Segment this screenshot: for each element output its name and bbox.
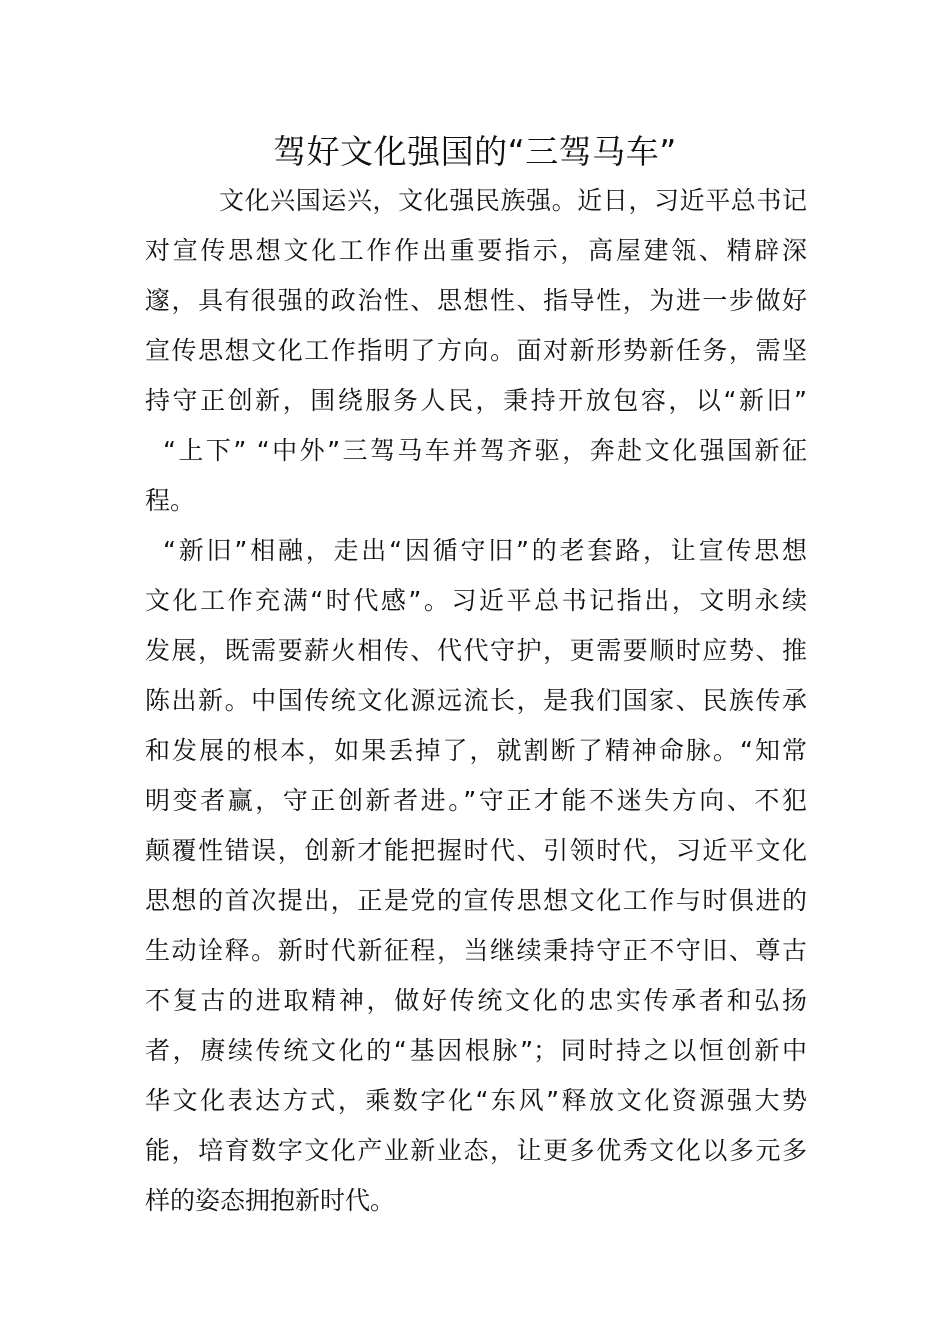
paragraph-2-line-12: 华文化表达方式，乘数字化“东风”释放文化资源强大势 bbox=[145, 1086, 807, 1115]
paragraph-2-line-14: 样的姿态拥抱新时代。 bbox=[145, 1186, 396, 1215]
document-body bbox=[145, 176, 807, 1226]
paragraph-1-line-4: 宣传思想文化工作指明了方向。面对新形势新任务，需坚 bbox=[145, 336, 807, 365]
paragraph-2-line-9: 生动诠释。新时代新征程，当继续秉持守正不守旧、尊古 bbox=[145, 936, 807, 965]
paragraph-1-line-6: “上下” “中外”三驾马车并驾齐驱，奔赴文化强国新征 bbox=[163, 436, 807, 465]
paragraph-1-line-1: 文化兴国运兴，文化强民族强。近日，习近平总书记 bbox=[219, 186, 807, 215]
paragraph-1-line-7: 程。 bbox=[145, 486, 196, 515]
paragraph-2-line-10: 不复古的进取精神，做好传统文化的忠实传承者和弘扬 bbox=[145, 986, 807, 1015]
paragraph-2-line-3: 发展，既需要薪火相传、代代守护，更需要顺时应势、推 bbox=[145, 636, 807, 665]
paragraph-2-line-13: 能，培育数字文化产业新业态，让更多优秀文化以多元多 bbox=[145, 1136, 807, 1165]
paragraph-2-line-1: “新旧”相融，走出“因循守旧”的老套路，让宣传思想 bbox=[163, 536, 807, 565]
paragraph-1-line-5: 持守正创新，围绕服务人民，秉持开放包容，以“新旧” bbox=[145, 386, 807, 415]
paragraph-2-line-6: 明变者赢，守正创新者进。”守正才能不迷失方向、不犯 bbox=[145, 786, 807, 815]
paragraph-1-line-3: 邃，具有很强的政治性、思想性、指导性，为进一步做好 bbox=[145, 286, 807, 315]
paragraph-1-line-2: 对宣传思想文化工作作出重要指示，高屋建瓴、精辟深 bbox=[145, 236, 807, 265]
paragraph-2-line-8: 思想的首次提出，正是党的宣传思想文化工作与时俱进的 bbox=[145, 886, 807, 915]
paragraph-2-line-7: 颠覆性错误，创新才能把握时代、引领时代，习近平文化 bbox=[145, 836, 807, 865]
paragraph-2-line-11: 者，赓续传统文化的“基因根脉”；同时持之以恒创新中 bbox=[145, 1036, 807, 1065]
paragraph-2-line-4: 陈出新。中国传统文化源远流长，是我们国家、民族传承 bbox=[145, 686, 807, 715]
document-title: 驾好文化强国的“三驾马车” bbox=[273, 132, 677, 171]
paragraph-2-line-2: 文化工作充满“时代感”。习近平总书记指出，文明永续 bbox=[145, 586, 807, 615]
paragraph-2-line-5: 和发展的根本，如果丢掉了，就割断了精神命脉。“知常 bbox=[145, 736, 807, 765]
